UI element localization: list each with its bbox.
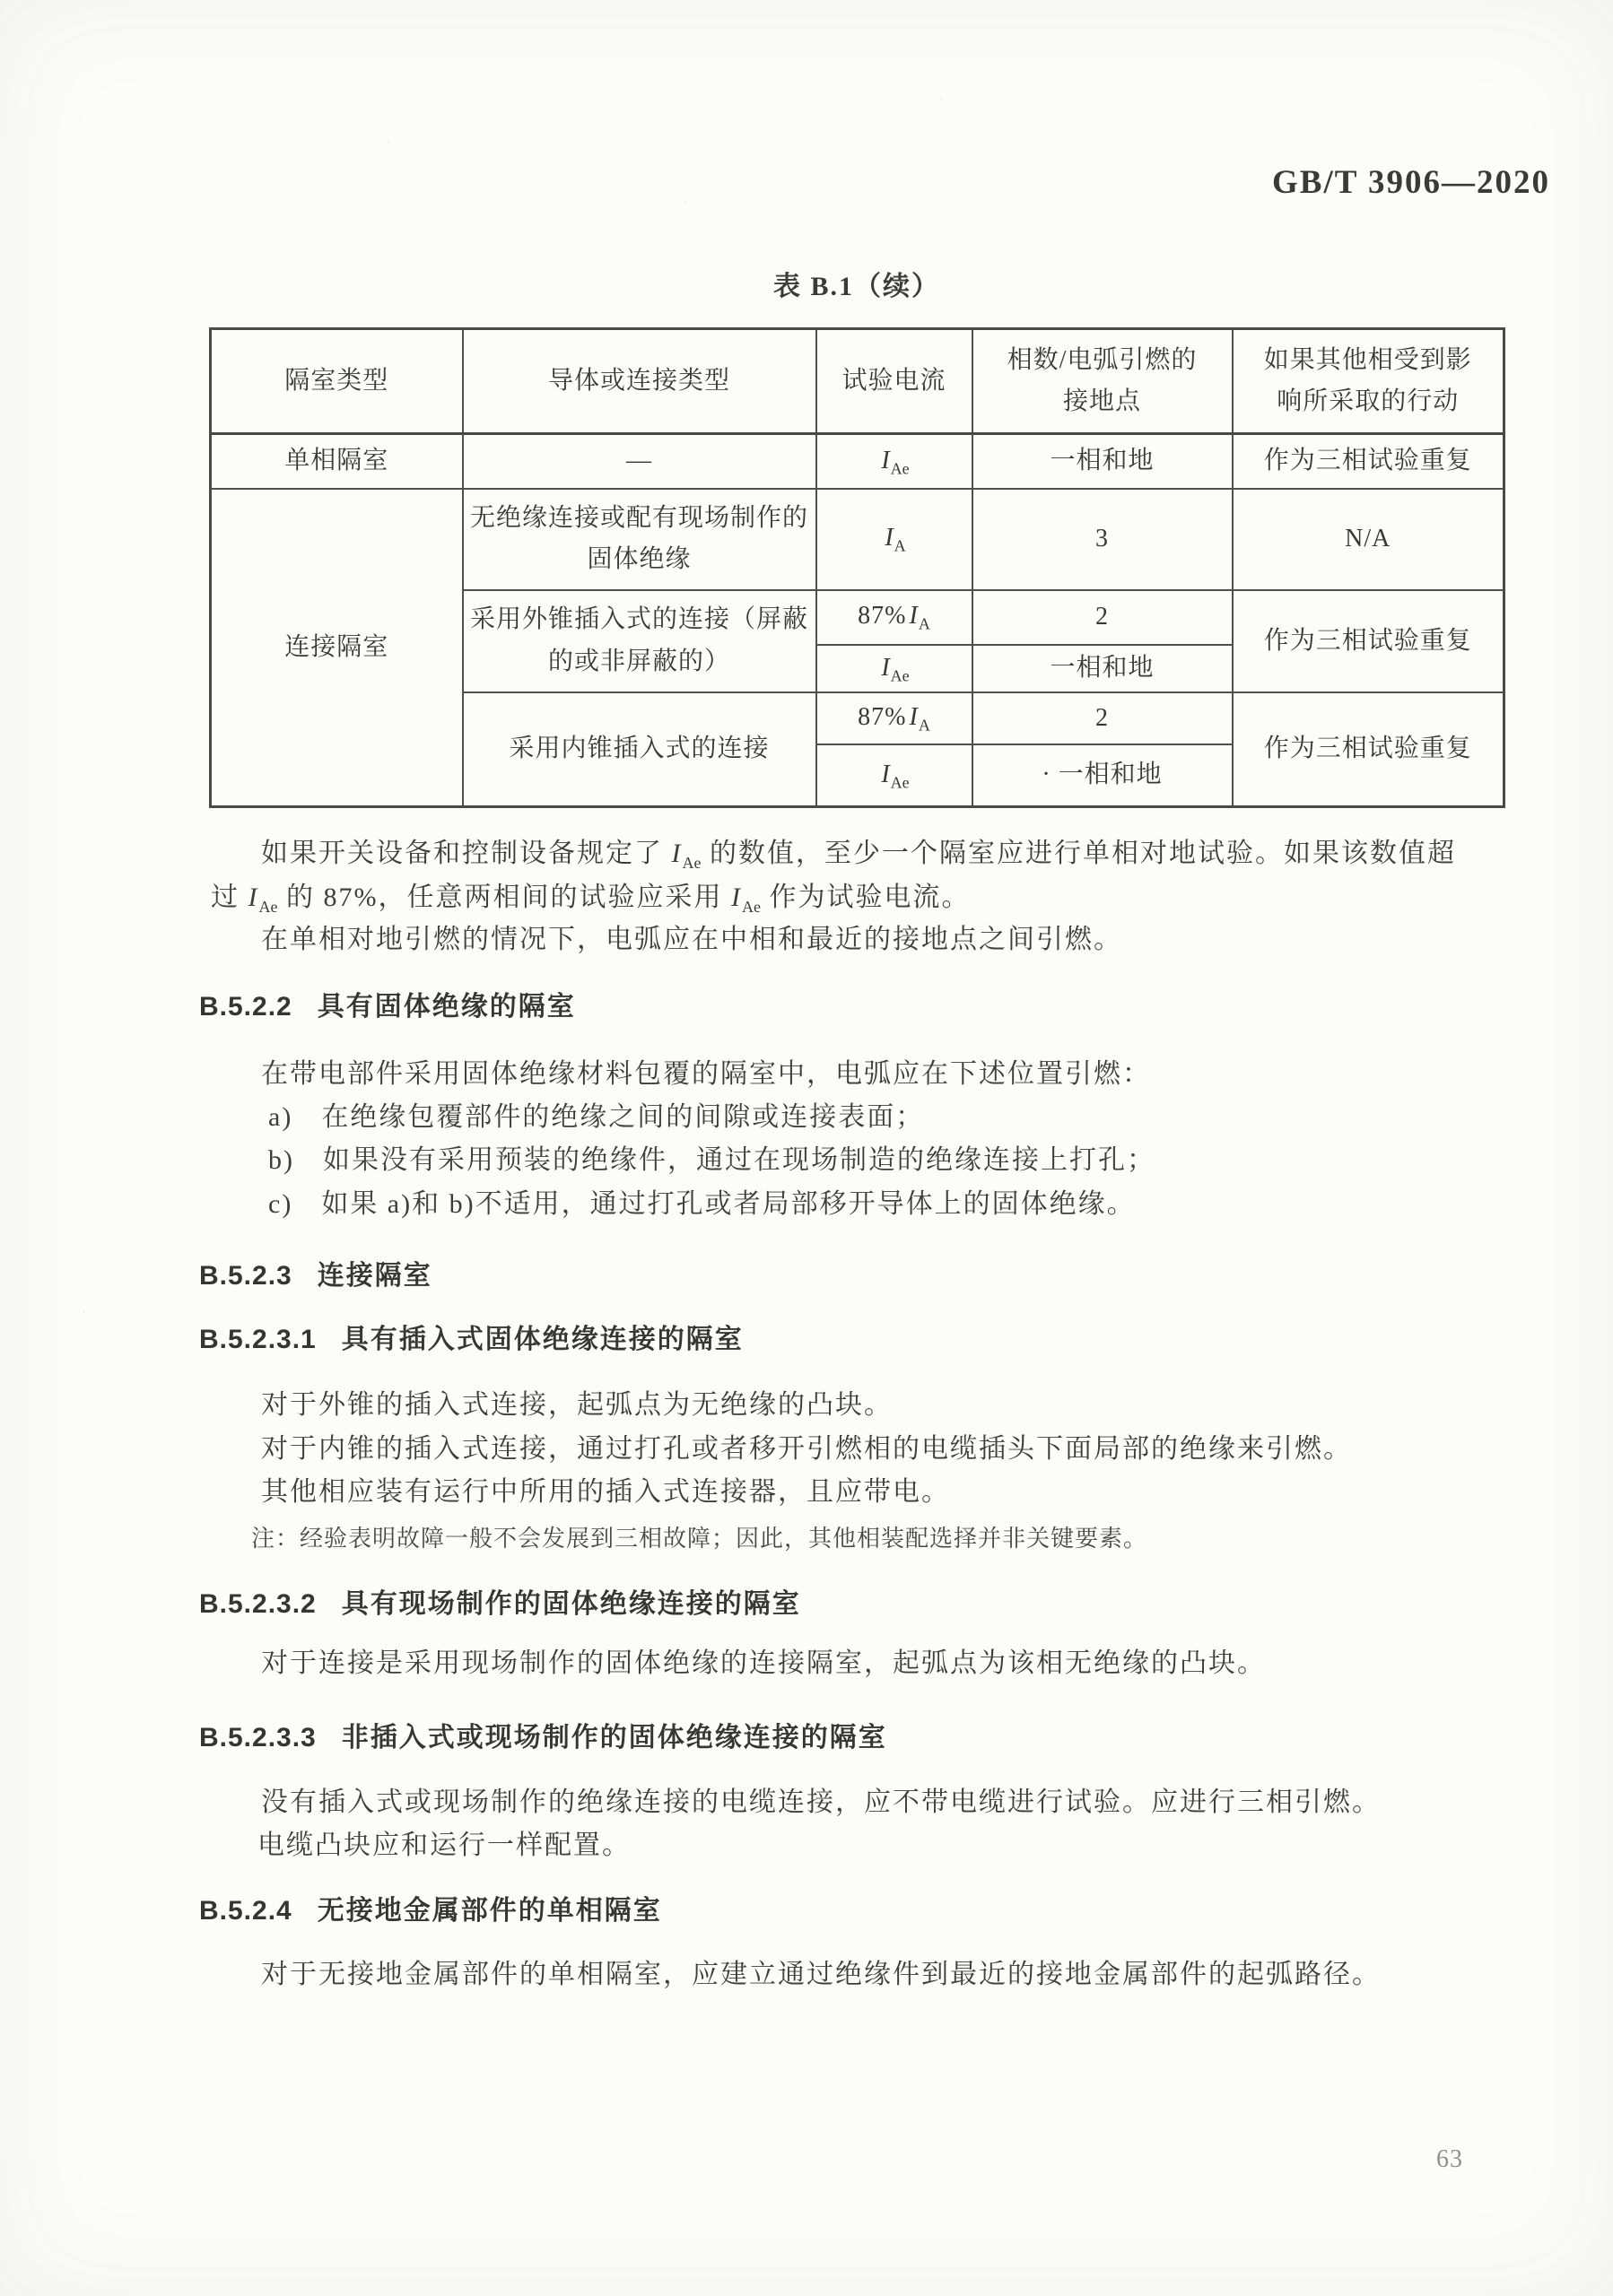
cell-conductor: —: [463, 434, 816, 489]
current-subscript: Ae: [682, 854, 702, 872]
list-label: a): [268, 1102, 293, 1132]
current-IAe: [881, 653, 910, 685]
scan-artifact: ·: [938, 90, 945, 109]
current-subscript: Ae: [742, 898, 761, 916]
scan-artifact: ·: [682, 192, 688, 212]
col-header-phases-earthing: [972, 329, 1233, 434]
table-title: 表 B.1（续）: [773, 272, 941, 301]
current-subscript: Ae: [258, 898, 278, 916]
current-symbol: I: [671, 839, 683, 868]
heading-b5232: [199, 1581, 801, 1621]
cell-conductor-inner-cone: 采用内锥插入式的连接: [463, 692, 816, 807]
heading-b5231: [199, 1317, 744, 1356]
current-symbol: I: [731, 883, 742, 912]
cell-action: N/A: [1233, 489, 1504, 590]
paragraph-inner-cone: 对于内锥的插入式连接，通过打孔或者移开引燃相的电缆插头下面局部的绝缘来引燃。: [261, 1434, 1352, 1464]
cell-action: 作为三相试验重复: [1233, 692, 1504, 807]
clause-title: 具有插入式固体绝缘连接的隔室: [341, 1325, 744, 1354]
current-IAe: [881, 760, 910, 792]
cell-compartment: 单相隔室: [211, 434, 463, 489]
text-segment: 过: [211, 883, 248, 912]
current-IA: [885, 524, 906, 555]
clause-title: 连接隔室: [317, 1261, 432, 1291]
current-subscript: A: [894, 536, 906, 555]
current-subscript: Ae: [890, 773, 910, 792]
current-IA: [909, 703, 930, 735]
col-header-test-current: 试验电流: [816, 329, 972, 434]
col-header-action-other-phases: [1233, 329, 1504, 434]
cell-current: [816, 434, 972, 489]
current-IA: [909, 602, 930, 633]
current-symbol: I: [909, 703, 919, 732]
cell-current: [816, 489, 972, 590]
table-b1: [209, 327, 1505, 808]
current-subscript: Ae: [890, 459, 910, 478]
paragraph-solid-insulation-intro: 在带电部件采用固体绝缘材料包覆的隔室中，电弧应在下述位置引燃：: [261, 1059, 1151, 1089]
cell-action: 作为三相试验重复: [1233, 590, 1504, 692]
current-symbol: I: [881, 653, 891, 682]
current-IAe: [671, 839, 702, 872]
text-segment: 如果开关设备和控制设备规定了: [261, 839, 672, 868]
clause-title: 具有固体绝缘的隔室: [317, 992, 576, 1022]
list-text: 如果 a)和 b)不适用，通过打孔或者局部移开导体上的固体绝缘。: [321, 1189, 1136, 1219]
clause-number: B.5.2.3: [199, 1261, 292, 1291]
clause-number: B.5.2.4: [199, 1896, 292, 1926]
heading-b522: [199, 984, 576, 1023]
cell-conductor: 无绝缘连接或配有现场制作的固体绝缘: [463, 489, 816, 590]
current-subscript: Ae: [890, 666, 910, 685]
list-item-c: [268, 1185, 1136, 1224]
table-header-row: [211, 329, 1504, 434]
clause-number: B.5.2.3.1: [199, 1325, 317, 1354]
percent-87: 87%: [858, 703, 907, 732]
paragraph-non-plug-in-line2: 电缆凸块应和运行一样配置。: [257, 1831, 631, 1860]
scan-artifact: ·: [386, 133, 392, 152]
current-IAe: [731, 883, 761, 916]
cell-action: 作为三相试验重复: [1233, 434, 1504, 489]
current-IAe: [881, 446, 910, 478]
text-segment: 的 87%，任意两相间的试验应采用: [277, 883, 731, 912]
list-text: 如果没有采用预装的绝缘件，通过在现场制造的绝缘连接上打孔；: [323, 1145, 1155, 1175]
list-item-b: [268, 1141, 1155, 1180]
current-symbol: I: [881, 446, 891, 474]
cell-current: [816, 590, 972, 645]
list-label: c): [268, 1189, 293, 1219]
heading-b5233: [199, 1715, 887, 1754]
text-segment: 的数值，至少一个隔室应进行单相对地试验。如果该数值超: [701, 839, 1456, 868]
cell-phases: 2: [972, 692, 1233, 744]
cell-phases: 一相和地: [972, 645, 1233, 692]
clause-number: B.5.2.3.2: [199, 1589, 317, 1619]
current-subscript: A: [918, 614, 930, 633]
col-header-text: 相数/电弧引燃的接地点: [1007, 345, 1198, 415]
cell-current: [816, 692, 972, 744]
table-row-bare-connection: [211, 489, 1504, 590]
current-subscript: A: [918, 716, 930, 735]
current-IAe: [248, 883, 278, 916]
cell-phases: 一相和地: [972, 434, 1233, 489]
list-text: 在绝缘包覆部件的绝缘之间的间隙或连接表面；: [321, 1102, 925, 1132]
paragraph-current-values-line1: [261, 834, 1456, 883]
cell-current: [816, 744, 972, 807]
paragraph-other-phases: 其他相应装有运行中所用的插入式连接器，且应带电。: [261, 1477, 950, 1507]
col-header-conductor-type: 导体或连接类型: [463, 329, 816, 434]
heading-b523: [199, 1253, 432, 1292]
col-header-compartment-type: 隔室类型: [211, 329, 463, 434]
scan-artifact: ·: [81, 1302, 87, 1322]
cell-current: [816, 645, 972, 692]
current-symbol: I: [909, 602, 919, 631]
paragraph-single-phase-ignition: 在单相对地引燃的情况下，电弧应在中相和最近的接地点之间引燃。: [261, 925, 1122, 954]
current-symbol: I: [885, 524, 894, 552]
document-number: GB/T 3906—2020: [1272, 164, 1550, 201]
note-line: 注：经验表明故障一般不会发展到三相故障；因此，其他相装配选择并非关键要素。: [251, 1526, 1148, 1552]
cell-conductor-outer-cone: 采用外锥插入式的连接（屏蔽的或非屏蔽的）: [463, 590, 816, 692]
text-segment: 作为试验电流。: [761, 883, 971, 912]
list-label: b): [268, 1145, 294, 1175]
paragraph-non-plug-in-line1: 没有插入式或现场制作的绝缘连接的电缆连接，应不带电缆进行试验。应进行三相引燃。: [261, 1787, 1381, 1817]
clause-number: B.5.2.2: [199, 992, 292, 1022]
current-symbol: I: [248, 883, 259, 912]
percent-87: 87%: [858, 602, 907, 631]
cell-phases: 2: [972, 590, 1233, 645]
clause-number: B.5.2.3.3: [199, 1723, 317, 1752]
current-symbol: I: [881, 760, 891, 788]
paragraph-current-values-line2: [211, 878, 971, 926]
col-header-text: 如果其他相受到影响所采取的行动: [1263, 345, 1472, 415]
table-row-single-compartment: [211, 434, 1504, 489]
clause-title: 非插入式或现场制作的固体绝缘连接的隔室: [341, 1723, 887, 1752]
cell-phases: 3: [972, 489, 1233, 590]
page-number: 63: [1436, 2145, 1463, 2173]
heading-b524: [199, 1888, 662, 1927]
paragraph-unearthed-metal-parts: 对于无接地金属部件的单相隔室，应建立通过绝缘件到最近的接地金属部件的起弧路径。: [261, 1960, 1381, 1989]
clause-title: 无接地金属部件的单相隔室: [317, 1896, 662, 1926]
cell-phases: · 一相和地: [972, 744, 1233, 807]
paragraph-site-made-insulation: 对于连接是采用现场制作的固体绝缘的连接隔室，起弧点为该相无绝缘的凸块。: [261, 1648, 1266, 1678]
clause-title: 具有现场制作的固体绝缘连接的隔室: [341, 1589, 801, 1619]
cell-compartment-connection: 连接隔室: [211, 489, 463, 807]
paragraph-outer-cone: 对于外锥的插入式连接，起弧点为无绝缘的凸块。: [261, 1390, 893, 1420]
list-item-a: [268, 1098, 924, 1137]
